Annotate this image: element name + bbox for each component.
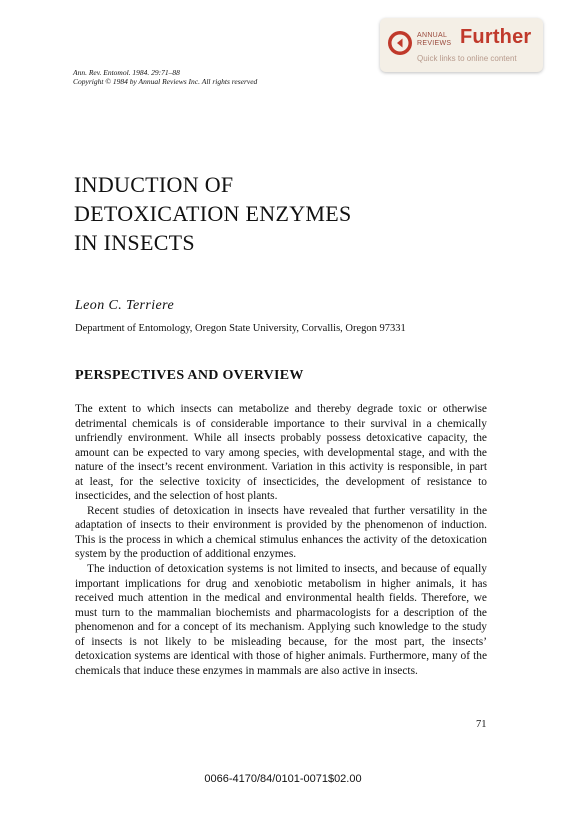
play-arrow-icon	[387, 30, 413, 56]
author-affiliation: Department of Entomology, Oregon State University, Corvallis, Oregon 97331	[75, 323, 406, 334]
body-text	[75, 402, 487, 678]
paragraph: The induction of detoxication systems is not limited to insects, and because of equally important implications for drug and xenobiotic metabolism in higher animals, it has received much attention in the medical and environmental health fields. Therefore, we must turn to the mammalian biochemists and pharmacologists for a description of the phenomenon and for a concept of its mechanism. Applying such knowledge to the study of insects is not likely to be misleading because, for the most part, the insects’ detoxication systems are identical with those of higher animals. Furthermore, many of the chemicals that induce these enzymes in mammals are also active in insects.	[75, 563, 487, 677]
journal-citation	[73, 68, 257, 86]
author-name: Leon C. Terriere	[75, 298, 175, 313]
section-heading: PERSPECTIVES AND OVERVIEW	[75, 368, 304, 383]
annual-reviews-further-badge[interactable]	[380, 18, 543, 72]
page-number: 71	[476, 719, 487, 730]
further-wordmark: Further	[460, 26, 532, 48]
reviews-label: REVIEWS	[417, 40, 452, 47]
paragraph: Recent studies of detoxication in insects have revealed that further versatility in the adaptation of insects to their environment is provided by the phenomenon of induction. This is the process in which a chemical stimulus enhances the activity of the detoxication system by the production of additional enzymes.	[75, 504, 487, 561]
title-line-1: INDUCTION OF	[74, 172, 234, 197]
citation-line: Ann. Rev. Entomol. 1984. 29:71–88	[73, 68, 180, 77]
annual-label: ANNUAL	[417, 32, 448, 39]
article-code-footer: 0066-4170/84/0101-0071$02.00	[204, 773, 362, 785]
article-title	[74, 170, 352, 257]
copyright-line: Copyright © 1984 by Annual Reviews Inc. All rights reserved	[73, 77, 258, 86]
title-line-2: DETOXICATION ENZYMES	[74, 201, 352, 226]
paragraph: The extent to which insects can metabolize and thereby degrade toxic or otherwise detrimental chemicals is of considerable importance to their survival in a chemically unfriendly environment. While all insects probably possess detoxicative capacity, the amount can be expected to vary among species, with developmental stage, and with the nature of the insect’s recent environment. Variation in this activity is responsible, in part at least, for the selective toxicity of insecticides, the development of resistance to insecticides, and the selection of host plants.	[75, 403, 487, 503]
further-subtitle: Quick links to online content	[417, 54, 517, 63]
title-line-3: IN INSECTS	[74, 230, 195, 255]
annual-reviews-label	[417, 32, 451, 48]
